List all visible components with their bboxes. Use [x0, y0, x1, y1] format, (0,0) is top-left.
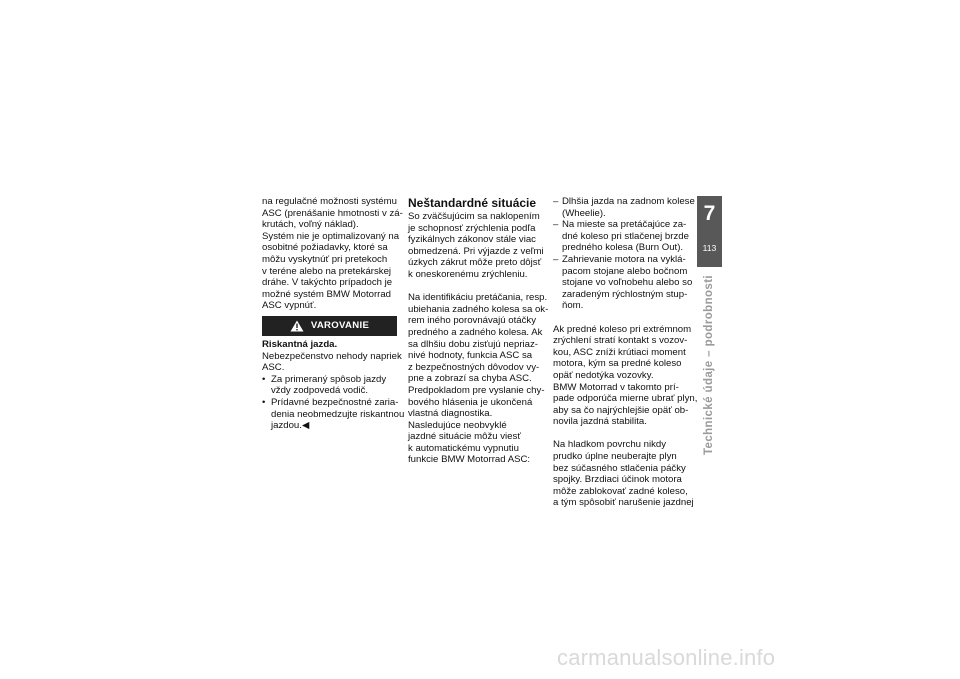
text-line: obmedzená. Pri výjazde z veľmi: [408, 245, 544, 257]
dash-item: [553, 196, 695, 219]
column-3: [553, 196, 698, 509]
text-line: vždy zodpovedá vodič.: [271, 385, 369, 397]
warning-description: ASC.: [262, 362, 285, 374]
text-line: Na mieste sa pretáčajúce za-: [562, 219, 687, 231]
text-line: ASC (prenášanie hmotnosti v zá-: [262, 207, 403, 219]
text-line: Prídavné bezpečnostné zaria-: [271, 396, 399, 408]
dash-marker: –: [553, 253, 559, 265]
text-line: môžu vyskytnúť pri pretekoch: [262, 253, 388, 265]
text-line: nivé hodnoty, funkcia ASC sa: [408, 350, 533, 362]
text-line: dráhe. V takýchto prípadoch je: [262, 277, 393, 289]
column-1: [262, 196, 405, 432]
text-line: k oneskorenému zrýchleniu.: [408, 268, 528, 280]
text-line: bového hlásenia je ukončená: [408, 396, 533, 408]
text-line: ňom.: [562, 300, 584, 312]
text-line: Nasledujúce neobvyklé: [408, 419, 507, 431]
text-line: môže zablokovať zadné koleso,: [553, 485, 688, 497]
bullet-item: [262, 374, 397, 397]
bullet-marker: •: [262, 373, 266, 385]
text-line: stojane vo voľnobehu alebo so: [562, 277, 693, 289]
text-line: Systém nie je optimalizovaný na: [262, 230, 400, 242]
text-line: a tým spôsobiť narušenie jazdnej: [553, 497, 694, 509]
text-line: z bezpečnostných dôvodov vy-: [408, 361, 540, 373]
text-line: k automatickému vypnutiu: [408, 442, 519, 454]
text-line: bez súčasného stlačenia páčky: [553, 462, 686, 474]
text-line: Na identifikáciu pretáčania, resp.: [408, 292, 548, 304]
dash-item: [553, 254, 691, 312]
text-line: krutách, voľný náklad).: [262, 219, 359, 231]
text-line: opäť nedotýka vozovky.: [553, 369, 654, 381]
bullet-marker: •: [262, 396, 266, 408]
watermark: carmanualsonline.info: [557, 645, 776, 670]
bullet-item: [262, 396, 405, 432]
text-line: pade odporúča mierne ubrať plyn,: [553, 393, 698, 405]
text-line: funkcie BMW Motorrad ASC:: [408, 454, 531, 466]
text-line: denia neobmedzujte riskantnou: [271, 408, 405, 420]
section-side-title: Technické údaje – podrobnosti: [703, 274, 715, 456]
text-line: pacom stojane alebo bočnom: [562, 265, 688, 277]
text-line: aby sa čo najrýchlejšie opäť ob-: [553, 404, 689, 416]
paragraph: [408, 292, 549, 466]
text-line: možné systém BMW Motorrad: [262, 288, 392, 300]
text-line: vlastná diagnostika.: [408, 408, 493, 420]
text-line: Dlhšia jazda na zadnom kolese: [562, 196, 695, 207]
paragraph: [408, 211, 543, 281]
warning-triangle-icon: [290, 320, 304, 332]
text-line: predného a zadného kolesa. Ak: [408, 326, 543, 338]
text-line: je schopnosť zrýchlenia podľa: [408, 222, 536, 234]
text-line: (Wheelie).: [562, 207, 606, 219]
text-line: zrýchlení stratí kontakt s vozov-: [553, 335, 688, 347]
text-line: Ak predné koleso pri extrémnom: [553, 323, 692, 335]
text-line: pne a zobrazí sa chyba ASC.: [408, 373, 532, 385]
text-line: jazdné situácie môžu viesť: [408, 431, 521, 443]
text-line: úzkych zákrut môže preto dôjsť: [408, 257, 542, 269]
page-number: 113: [702, 243, 717, 253]
text-line: ASC vypnúť.: [262, 300, 317, 312]
end-mark-icon: ◀: [301, 420, 310, 432]
text-line: kou, ASC zníži krútiaci moment: [553, 346, 686, 358]
dash-item: [553, 219, 691, 254]
text-line: zaradeným rýchlostným stup-: [562, 288, 688, 300]
warning-subtitle: Riskantná jazda.: [262, 338, 338, 350]
text-line: sa dlhšiu dobu zisťujú nepriaz-: [408, 338, 538, 350]
text-line: na regulačné možnosti systému: [262, 196, 397, 207]
text-line: spojky. Brzdiaci účinok motora: [553, 474, 682, 486]
chapter-number: 7: [703, 202, 716, 225]
text-line: v teréne alebo na pretekárskej: [262, 265, 392, 277]
dash-marker: –: [553, 219, 559, 231]
text-line: Na hladkom povrchu nikdy: [553, 439, 667, 451]
text-line: novila jazdná stabilita.: [553, 416, 647, 428]
text-line: ubiehania zadného kolesa sa ok-: [408, 303, 549, 315]
text-line: Zahrievanie motora na vyklá-: [562, 253, 686, 265]
text-line: prudko úplne neuberajte plyn: [553, 451, 677, 463]
text-line: dné koleso pri stlačenej brzde: [562, 230, 689, 242]
text-line: fyzikálnych zákonov stále viac: [408, 234, 536, 246]
text-line: rem iného porovnávajú otáčky: [408, 315, 536, 327]
section-heading: Neštandardné situácie: [408, 196, 537, 210]
text-line: BMW Motorrad v takomto prí-: [553, 381, 679, 393]
text-fragment: jazdou.: [271, 420, 302, 432]
text-line: Za primeraný spôsob jazdy: [271, 373, 387, 385]
text-line: [271, 420, 397, 432]
intro-paragraph: [262, 196, 403, 312]
text-line: So zväčšujúcim sa naklopením: [408, 211, 540, 222]
warning-box: [262, 316, 397, 336]
chapter-tab: [697, 196, 722, 267]
text-line: osobitné požiadavky, ktoré sa: [262, 242, 388, 254]
warning-description: Nebezpečenstvo nehody napriek: [262, 350, 402, 362]
paragraph: [553, 439, 694, 509]
dash-marker: –: [553, 196, 559, 207]
text-line: Predpokladom pre vyslanie chy-: [408, 384, 545, 396]
paragraph: [553, 323, 698, 428]
warning-title: VAROVANIE: [310, 320, 370, 332]
column-2: [408, 196, 549, 466]
text-line: motora, kým sa predné koleso: [553, 358, 682, 370]
text-line: predného kolesa (Burn Out).: [562, 242, 684, 254]
